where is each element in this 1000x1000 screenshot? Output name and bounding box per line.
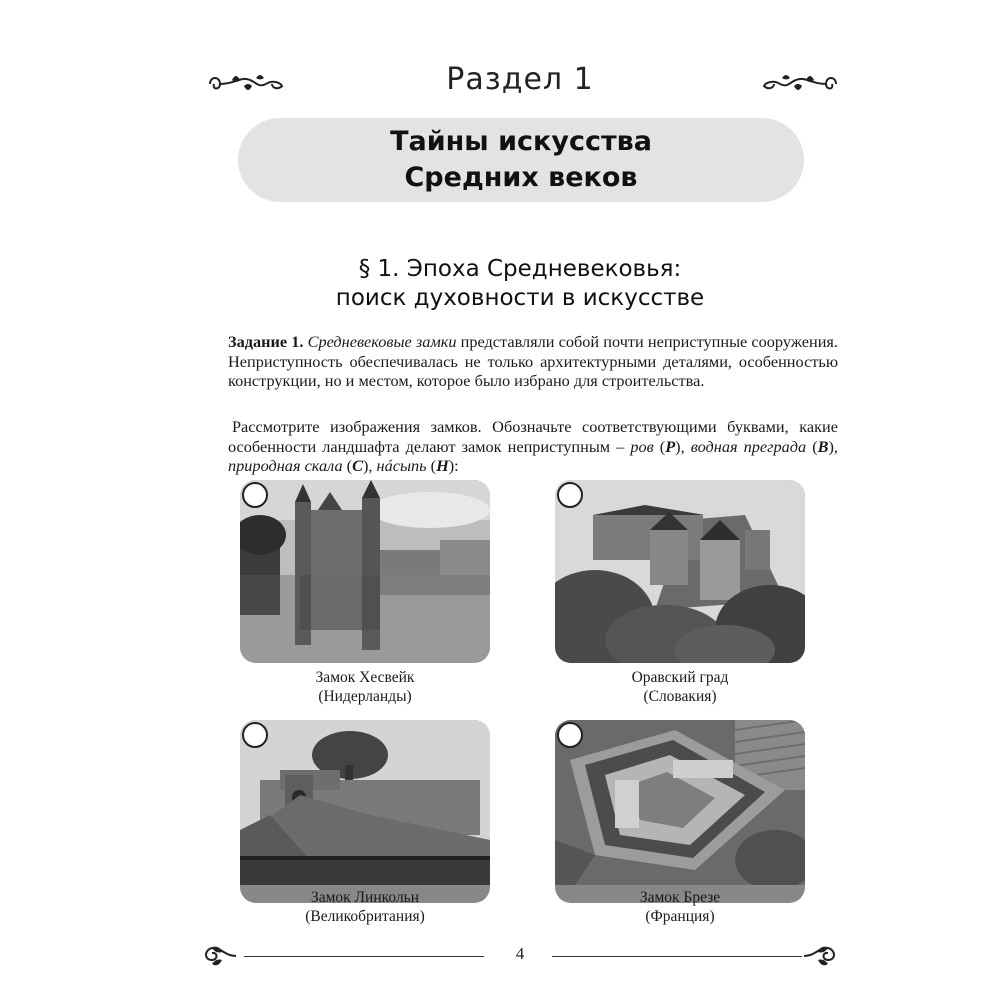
- chapter-banner: [238, 118, 804, 202]
- castle-name-4: Замок Брезе: [639, 889, 721, 906]
- paragraph-title-line-2: поиск духовности в искусстве: [335, 285, 705, 311]
- task-instruction-paragraph: Рассмотрите изображения замков. Обозначьте соответствующими буквами, какие особенности ландшафта делают замок неприступным – ров (Р), водная преграда (В), природная скала (С), нáсыпь (Н):: [228, 417, 838, 475]
- caption-castle-2: [555, 668, 805, 706]
- castle-country-2: (Словакия): [643, 688, 717, 705]
- banner-line-1: Тайны искусства: [390, 126, 652, 157]
- castle-country-3: (Великобритания): [305, 908, 425, 925]
- task-instruction-text: Рассмотрите изображения замков. Обозначьте соответствующими буквами, какие особенности ландшафта делают замок неприступным –: [228, 417, 838, 456]
- option-rock: природная скала: [228, 456, 343, 475]
- castle-photo-orava: [555, 480, 805, 663]
- option-mound: нáсыпь: [376, 456, 427, 475]
- option-rock-letter: С: [352, 456, 363, 475]
- answer-circle-4[interactable]: [557, 722, 583, 748]
- section-title: Раздел 1: [446, 62, 594, 97]
- option-water-letter: В: [817, 436, 829, 456]
- caption-castle-3: [240, 888, 490, 926]
- paragraph-title: [300, 255, 740, 313]
- caption-castle-1: [240, 668, 490, 706]
- answer-circle-3[interactable]: [242, 722, 268, 748]
- answer-circle-2[interactable]: [557, 482, 583, 508]
- right-flourish-icon: [760, 70, 840, 98]
- task-intro-text: представляли собой почти неприступные сооружения. Неприступность обеспечивалась не только архитектурными деталями, особенностью конструкции, но и местом, которое было избрано для строительства.: [228, 332, 838, 390]
- castle-country-1: (Нидерланды): [318, 688, 412, 705]
- task-italic-term: Средневековые замки: [307, 332, 457, 351]
- page-footer: [200, 940, 840, 970]
- footer-rule-right: [552, 956, 802, 957]
- answer-circle-1[interactable]: [242, 482, 268, 508]
- banner-line-2: Средних веков: [404, 162, 638, 193]
- castle-photo-heeswijk: [240, 480, 490, 663]
- footer-right-flourish-icon: [800, 942, 840, 970]
- task-label: Задание 1.: [228, 332, 304, 351]
- page-number: 4: [515, 944, 525, 963]
- castle-name-2: Оравский град: [631, 669, 729, 686]
- option-water: водная преграда: [690, 436, 807, 456]
- castle-name-1: Замок Хесвейк: [315, 669, 415, 686]
- option-moat: ров: [630, 436, 654, 456]
- section-header: [200, 62, 840, 108]
- castle-photo-lincoln: [240, 720, 490, 903]
- caption-castle-4: [555, 888, 805, 926]
- task-intro-paragraph: [228, 332, 838, 391]
- castle-photo-breze: [555, 720, 805, 903]
- option-mound-letter: Н: [436, 456, 449, 475]
- paragraph-title-line-1: § 1. Эпоха Средневековья:: [358, 256, 682, 282]
- option-moat-letter: Р: [665, 436, 676, 456]
- castle-name-3: Замок Линкольн: [310, 889, 420, 906]
- castle-country-4: (Франция): [645, 908, 715, 925]
